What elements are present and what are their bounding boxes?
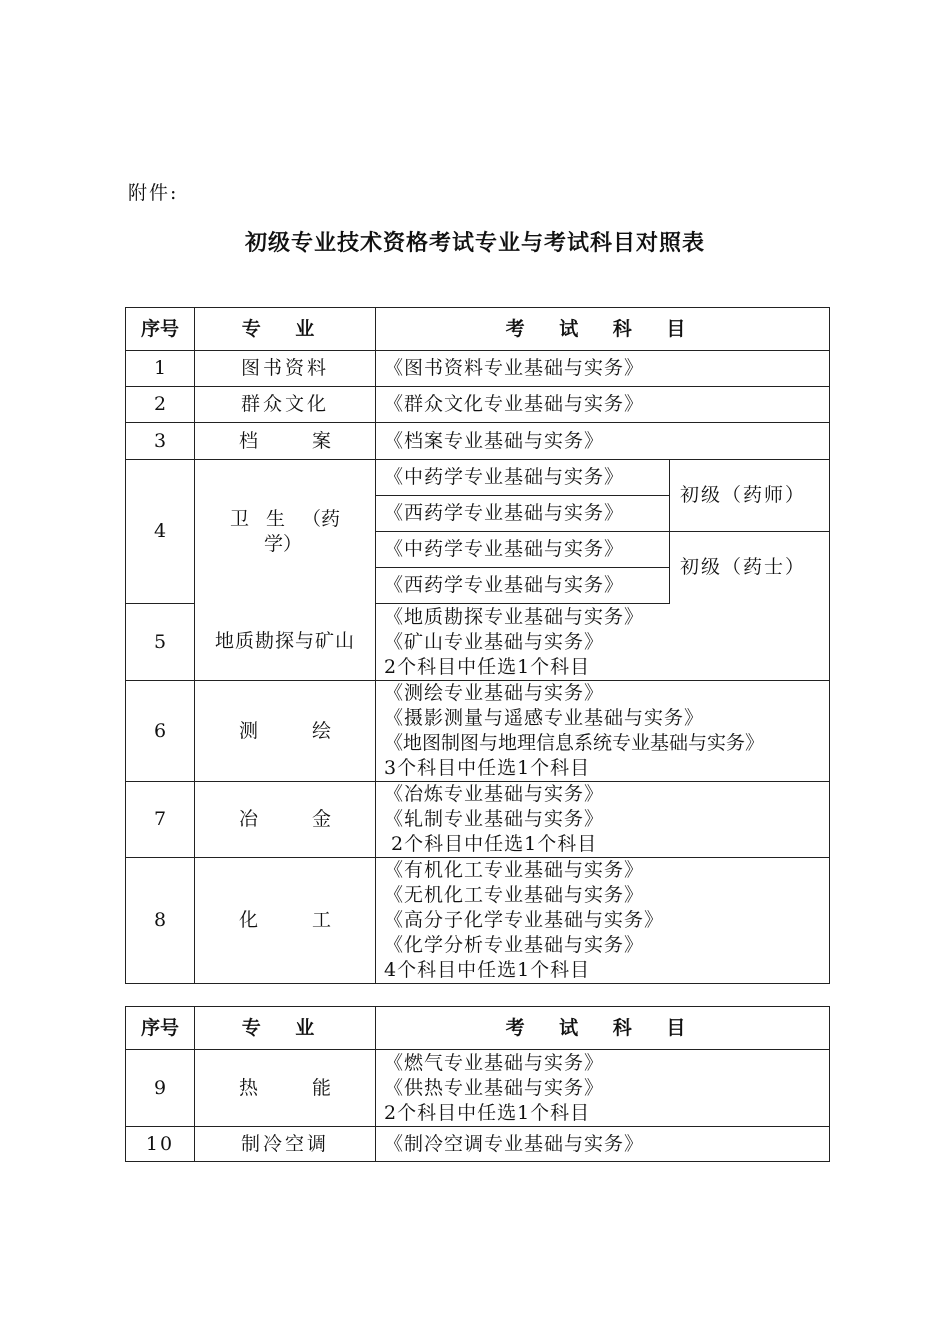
row-seq: 3 (126, 423, 195, 460)
row-major: 热 能 (195, 1050, 376, 1127)
subjects-table-2 (125, 1006, 830, 1162)
table-header-row (126, 308, 830, 351)
row-seq: 2 (126, 387, 195, 423)
attachment-label: 附件: (128, 182, 179, 204)
table-row (126, 351, 830, 387)
row-subjects: 《群众文化专业基础与实务》 (376, 387, 830, 423)
header-seq: 序号 (126, 1007, 195, 1050)
header-seq: 序号 (126, 308, 195, 351)
row-subjects: 《制冷空调专业基础与实务》 (376, 1127, 830, 1162)
table-row (126, 782, 830, 858)
row-major: 测 绘 (195, 681, 376, 782)
table-row (126, 387, 830, 423)
table-row (126, 858, 830, 984)
row-seq: 5 (126, 604, 195, 681)
table-row (126, 604, 830, 681)
row-level: 初级（药士） (670, 532, 830, 604)
row-subject: 《西药学专业基础与实务》 (376, 496, 670, 532)
row-seq: 1 (126, 351, 195, 387)
header-subjects: 考 试 科 目 (376, 1007, 830, 1050)
row-subjects: 《燃气专业基础与实务》 《供热专业基础与实务》 2个科目中任选1个科目 (376, 1050, 830, 1127)
row-subjects: 《测绘专业基础与实务》 《摄影测量与遥感专业基础与实务》 《地图制图与地理信息系统专业基础与实务》 3个科目中任选1个科目 (376, 681, 830, 782)
row-subjects: 《有机化工专业基础与实务》 《无机化工专业基础与实务》 《高分子化学专业基础与实务》 《化学分析专业基础与实务》 4个科目中任选1个科目 (376, 858, 830, 984)
table-row (126, 681, 830, 782)
row-subjects: 《档案专业基础与实务》 (376, 423, 830, 460)
row-major: 卫 生 （药 学） (195, 460, 376, 604)
row-major: 群众文化 (195, 387, 376, 423)
table-row (126, 1050, 830, 1127)
row-major: 化 工 (195, 858, 376, 984)
header-major: 专 业 (195, 1007, 376, 1050)
row-seq: 10 (126, 1127, 195, 1162)
row-empty (670, 604, 830, 681)
row-seq: 8 (126, 858, 195, 984)
row-level: 初级（药师） (670, 460, 830, 532)
row-subject: 《中药学专业基础与实务》 (376, 532, 670, 568)
header-major: 专 业 (195, 308, 376, 351)
row-subject: 《中药学专业基础与实务》 (376, 460, 670, 496)
table-row (126, 423, 830, 460)
row-seq: 9 (126, 1050, 195, 1127)
row-major: 制冷空调 (195, 1127, 376, 1162)
row-seq: 6 (126, 681, 195, 782)
row-subject: 《西药学专业基础与实务》 (376, 568, 670, 604)
table-header-row (126, 1007, 830, 1050)
row-major: 档 案 (195, 423, 376, 460)
header-subjects: 考 试 科 目 (376, 308, 830, 351)
row-major: 地质勘探与矿山 (195, 604, 376, 681)
row-seq: 7 (126, 782, 195, 858)
row-major: 冶 金 (195, 782, 376, 858)
row-major: 图书资料 (195, 351, 376, 387)
row-subjects: 《地质勘探专业基础与实务》 《矿山专业基础与实务》 2个科目中任选1个科目 (376, 604, 670, 681)
subjects-table-1 (125, 307, 830, 984)
table-row (126, 460, 830, 496)
document-title: 初级专业技术资格考试专业与考试科目对照表 (244, 231, 705, 256)
row-subjects: 《冶炼专业基础与实务》 《轧制专业基础与实务》 2个科目中任选1个科目 (376, 782, 830, 858)
table-row (126, 1127, 830, 1162)
row-subjects: 《图书资料专业基础与实务》 (376, 351, 830, 387)
row-seq: 4 (126, 460, 195, 604)
